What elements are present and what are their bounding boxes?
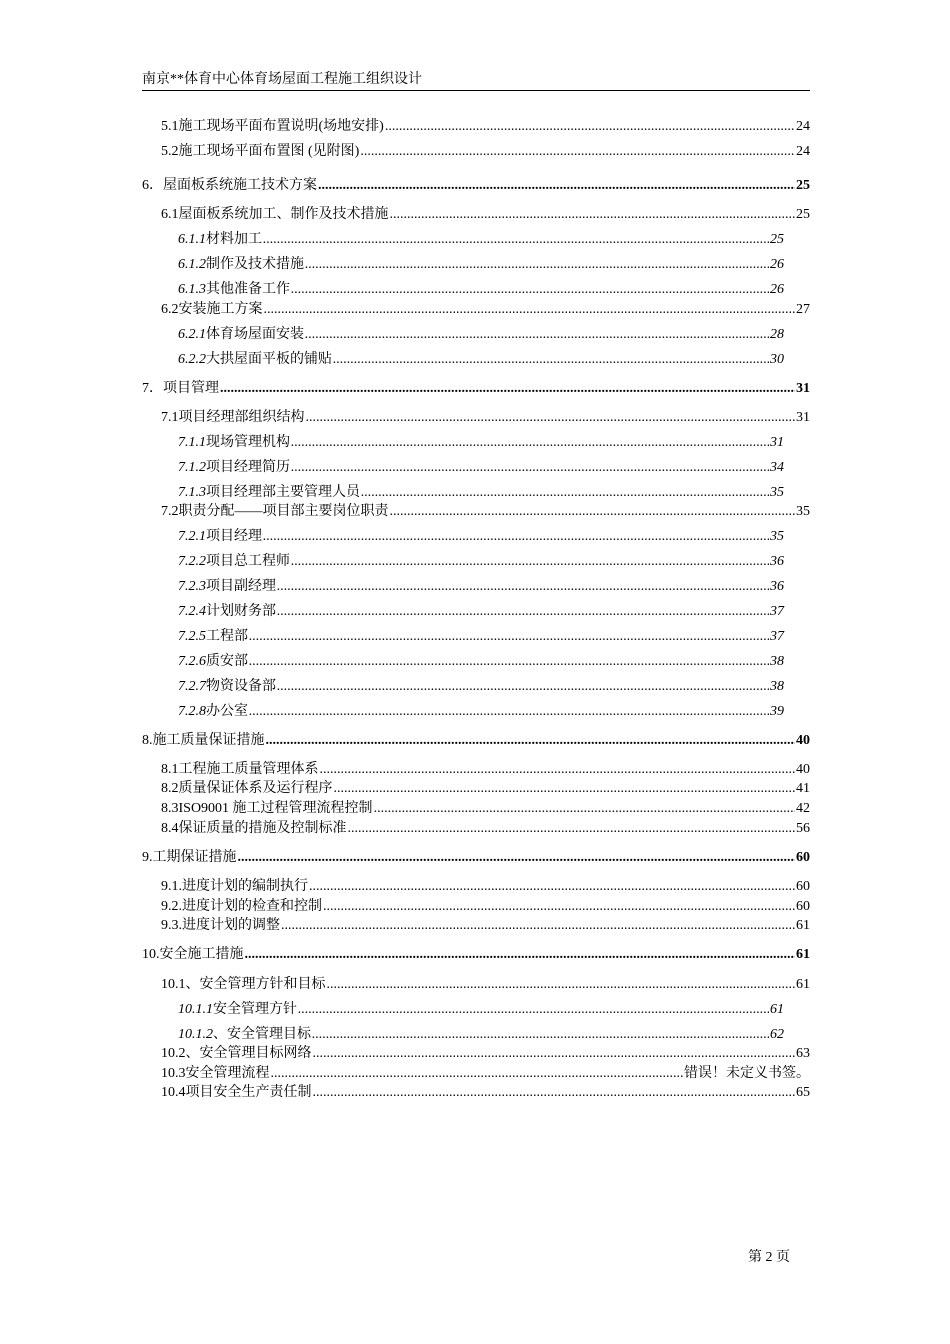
toc-entry[interactable] xyxy=(161,800,810,818)
toc-entry[interactable] xyxy=(161,1045,810,1063)
toc-entry-number: 9.3. xyxy=(161,918,182,933)
toc-entry-number: 6． xyxy=(142,178,163,193)
toc-entry-title: 项目经理部主要管理人员 xyxy=(206,485,360,500)
toc-dot-leader xyxy=(318,177,795,195)
toc-entry-page: 31 xyxy=(796,381,810,396)
toc-entry-page: 35 xyxy=(796,504,810,519)
toc-entry-number: 9.1. xyxy=(161,879,182,894)
toc-dot-leader xyxy=(266,732,796,750)
toc-entry[interactable] xyxy=(178,484,784,502)
toc-entry-title: 计划财务部 xyxy=(206,604,276,619)
toc-dot-leader xyxy=(360,143,795,161)
toc-entry-title: 屋面板系统施工技术方案 xyxy=(163,178,317,193)
toc-entry-number: 7.2.7 xyxy=(178,679,206,694)
toc-dot-leader xyxy=(305,256,769,274)
toc-entry[interactable] xyxy=(178,578,784,596)
toc-entry-number: 10.1.1 xyxy=(178,1002,213,1017)
toc-dot-leader xyxy=(320,761,796,779)
toc-entry-number: 10.1 xyxy=(161,977,186,992)
toc-entry[interactable] xyxy=(161,898,810,916)
toc-entry[interactable] xyxy=(178,434,784,452)
toc-dot-leader xyxy=(277,678,769,696)
toc-entry-title: 安全管理方针 xyxy=(213,1002,297,1017)
toc-dot-leader xyxy=(309,878,795,896)
toc-entry-title: 物资设备部 xyxy=(206,679,276,694)
toc-entry-page: 34 xyxy=(770,460,784,475)
toc-entry-page: 56 xyxy=(796,821,810,836)
toc-entry[interactable] xyxy=(161,1084,810,1102)
toc-entry[interactable] xyxy=(142,177,810,195)
toc-dot-leader xyxy=(291,281,769,299)
toc-entry[interactable] xyxy=(178,281,784,299)
toc-dot-leader xyxy=(348,820,796,838)
toc-dot-leader xyxy=(374,800,795,818)
toc-entry-page: 35 xyxy=(770,485,784,500)
toc-entry-page: 60 xyxy=(796,899,810,914)
toc-dot-leader xyxy=(291,434,769,452)
toc-entry[interactable] xyxy=(178,528,784,546)
toc-entry-title: 工期保证措施 xyxy=(152,850,237,865)
toc-entry-page: 25 xyxy=(796,207,810,222)
toc-dot-leader xyxy=(323,898,795,916)
toc-entry-page: 42 xyxy=(796,801,810,816)
toc-entry-page: 31 xyxy=(770,435,784,450)
toc-entry-page: 38 xyxy=(770,654,784,669)
toc-entry-title: 工程部 xyxy=(206,629,248,644)
toc-entry-page: 30 xyxy=(770,352,784,367)
toc-entry-page: 39 xyxy=(770,704,784,719)
toc-dot-leader xyxy=(313,1084,796,1102)
toc-entry-number: 7.1.3 xyxy=(178,485,206,500)
toc-entry-page: 24 xyxy=(796,119,810,134)
toc-dot-leader xyxy=(334,780,796,798)
toc-entry-title: 施工现场平面布置说明(场地安排) xyxy=(178,119,384,134)
toc-entry[interactable] xyxy=(161,917,810,935)
toc-dot-leader xyxy=(263,528,769,546)
toc-entry-title: 屋面板系统加工、制作及技术措施 xyxy=(178,207,389,222)
toc-entry-number: 7.2.6 xyxy=(178,654,206,669)
toc-entry-title: 、安全管理目标 xyxy=(213,1027,311,1042)
toc-dot-leader xyxy=(390,503,796,521)
toc-entry[interactable] xyxy=(142,732,810,750)
toc-entry-page: 35 xyxy=(770,529,784,544)
toc-dot-leader xyxy=(249,703,769,721)
toc-entry-number: 10.2 xyxy=(161,1046,186,1061)
toc-entry-number: 7.2.4 xyxy=(178,604,206,619)
toc-entry-title: 工程施工质量管理体系 xyxy=(178,762,319,777)
toc-entry-page: 25 xyxy=(796,178,810,193)
toc-entry-page: 错误！未定义书签。 xyxy=(684,1066,810,1081)
toc-entry[interactable] xyxy=(178,326,784,344)
toc-entry-number: 7.2.1 xyxy=(178,529,206,544)
page-header: 南京**体育中心体育场屋面工程施工组织设计 xyxy=(142,72,422,87)
toc-entry-title: 项目经理简历 xyxy=(206,460,290,475)
toc-entry[interactable] xyxy=(178,603,784,621)
toc-entry-title: 质安部 xyxy=(206,654,248,669)
toc-entry[interactable] xyxy=(178,1026,784,1044)
toc-entry-number: 6.2.2 xyxy=(178,352,206,367)
toc-entry-page: 61 xyxy=(796,947,810,962)
toc-entry-page: 36 xyxy=(770,579,784,594)
toc-entry-number: 7.2.8 xyxy=(178,704,206,719)
toc-entry-number: 10.3 xyxy=(161,1066,186,1081)
toc-entry-page: 31 xyxy=(796,410,810,425)
toc-entry[interactable] xyxy=(178,231,784,249)
toc-entry-number: 10. xyxy=(142,947,160,962)
toc-entry-title: 质量保证体系及运行程序 xyxy=(178,781,333,796)
toc-entry-page: 38 xyxy=(770,679,784,694)
toc-entry-number: 8.1 xyxy=(161,762,179,777)
toc-dot-leader xyxy=(291,553,769,571)
toc-entry-title: 进度计划的调整 xyxy=(182,918,280,933)
toc-entry-number: 7． xyxy=(142,381,163,396)
toc-entry-title: 制作及技术措施 xyxy=(206,257,304,272)
toc-dot-leader xyxy=(312,1026,769,1044)
toc-entry-title: 施工质量保证措施 xyxy=(152,733,265,748)
toc-dot-leader xyxy=(264,301,796,319)
toc-dot-leader xyxy=(306,409,796,427)
toc-entry[interactable] xyxy=(161,820,810,838)
toc-entry-title: 项目经理部组织结构 xyxy=(178,410,305,425)
toc-entry-number: 6.2 xyxy=(161,302,179,317)
toc-entry[interactable] xyxy=(178,628,784,646)
toc-entry[interactable] xyxy=(142,849,810,867)
toc-entry-title: 项目总工程师 xyxy=(206,554,290,569)
toc-dot-leader xyxy=(277,578,769,596)
toc-entry-number: 7.1.1 xyxy=(178,435,206,450)
toc-dot-leader xyxy=(249,653,769,671)
toc-dot-leader xyxy=(220,380,795,398)
toc-entry-title: 、安全管理方针和目标 xyxy=(185,977,326,992)
toc-entry-page: 65 xyxy=(796,1085,810,1100)
toc-dot-leader xyxy=(327,976,796,994)
toc-entry-page: 62 xyxy=(770,1027,784,1042)
toc-entry-page: 28 xyxy=(770,327,784,342)
toc-entry-number: 6.1.3 xyxy=(178,282,206,297)
toc-entry-page: 27 xyxy=(796,302,810,317)
toc-entry-number: 7.1 xyxy=(161,410,179,425)
toc-entry-page: 25 xyxy=(770,232,784,247)
toc-entry-number: 7.2.2 xyxy=(178,554,206,569)
toc-entry-title: 现场管理机构 xyxy=(206,435,290,450)
toc-entry-title: 体育场屋面安装 xyxy=(206,327,304,342)
toc-entry[interactable] xyxy=(161,503,810,521)
toc-entry-title: 其他准备工作 xyxy=(206,282,290,297)
toc-dot-leader xyxy=(385,118,795,136)
toc-dot-leader xyxy=(291,459,769,477)
toc-entry-number: 7.2.3 xyxy=(178,579,206,594)
toc-entry-number: 9.2. xyxy=(161,899,182,914)
toc-entry-number: 9. xyxy=(142,850,153,865)
toc-dot-leader xyxy=(305,326,769,344)
toc-dot-leader xyxy=(298,1001,769,1019)
toc-dot-leader xyxy=(245,946,796,964)
toc-entry[interactable] xyxy=(178,653,784,671)
toc-entry-title: 项目经理 xyxy=(206,529,262,544)
toc-entry[interactable] xyxy=(142,380,810,398)
toc-entry[interactable] xyxy=(142,946,810,964)
toc-dot-leader xyxy=(249,628,769,646)
toc-entry[interactable] xyxy=(161,143,810,161)
toc-entry[interactable] xyxy=(161,878,810,896)
toc-entry[interactable] xyxy=(178,256,784,274)
toc-dot-leader xyxy=(277,603,769,621)
toc-entry-page: 37 xyxy=(770,604,784,619)
toc-entry[interactable] xyxy=(161,780,810,798)
toc-entry-number: 7.2.5 xyxy=(178,629,206,644)
toc-entry[interactable] xyxy=(161,1065,810,1083)
toc-entry-title: 保证质量的措施及控制标准 xyxy=(178,821,347,836)
toc-entry-number: 8.4 xyxy=(161,821,179,836)
toc-entry-number: 6.1.1 xyxy=(178,232,206,247)
toc-entry-number: 5.1 xyxy=(161,119,179,134)
toc-entry[interactable] xyxy=(178,703,784,721)
toc-entry-page: 61 xyxy=(796,918,810,933)
toc-entry-title: 进度计划的编制执行 xyxy=(182,879,308,894)
toc-entry-title: 职责分配——项目部主要岗位职责 xyxy=(178,504,389,519)
toc-entry-page: 24 xyxy=(796,144,810,159)
toc-entry-number: 8.3 xyxy=(161,801,179,816)
toc-entry[interactable] xyxy=(178,351,784,369)
toc-entry-title: 项目副经理 xyxy=(206,579,276,594)
toc-entry-page: 61 xyxy=(796,977,810,992)
toc-entry[interactable] xyxy=(161,976,810,994)
toc-entry-page: 61 xyxy=(770,1002,784,1017)
toc-dot-leader xyxy=(390,206,796,224)
toc-entry-number: 7.2 xyxy=(161,504,179,519)
toc-dot-leader xyxy=(333,351,769,369)
toc-entry-page: 40 xyxy=(796,762,810,777)
toc-entry-number: 8. xyxy=(142,733,153,748)
header-rule xyxy=(142,90,810,91)
toc-entry-number: 5.2 xyxy=(161,144,179,159)
toc-entry[interactable] xyxy=(178,459,784,477)
toc-entry[interactable] xyxy=(178,678,784,696)
toc-entry-title: 进度计划的检查和控制 xyxy=(182,899,322,914)
toc-dot-leader xyxy=(263,231,769,249)
toc-entry-page: 60 xyxy=(796,850,810,865)
toc-entry[interactable] xyxy=(178,553,784,571)
toc-entry-title: 安全管理流程 xyxy=(185,1066,270,1081)
toc-entry-page: 36 xyxy=(770,554,784,569)
toc-dot-leader xyxy=(361,484,769,502)
toc-entry-number: 10.1.2 xyxy=(178,1027,213,1042)
toc-entry-number: 8.2 xyxy=(161,781,179,796)
toc-dot-leader xyxy=(281,917,795,935)
toc-entry-title: 、安全管理目标网络 xyxy=(185,1046,312,1061)
toc-dot-leader xyxy=(313,1045,796,1063)
toc-entry-page: 37 xyxy=(770,629,784,644)
toc-entry-page: 26 xyxy=(770,257,784,272)
page-number-footer: 第 2 页 xyxy=(748,1250,790,1265)
toc-entry-title: 安装施工方案 xyxy=(178,302,263,317)
toc-entry-number: 10.4 xyxy=(161,1085,186,1100)
toc-entry-page: 40 xyxy=(796,733,810,748)
toc-entry-title: 项目管理 xyxy=(163,381,219,396)
toc-entry-page: 26 xyxy=(770,282,784,297)
toc-entry-title: 大拱屋面平板的铺贴 xyxy=(206,352,332,367)
toc-entry[interactable] xyxy=(161,409,810,427)
toc-entry-number: 7.1.2 xyxy=(178,460,206,475)
toc-entry[interactable] xyxy=(161,206,810,224)
toc-entry[interactable] xyxy=(161,761,810,779)
toc-entry-page: 41 xyxy=(796,781,810,796)
toc-entry-title: 安全施工措施 xyxy=(159,947,244,962)
toc-entry-page: 63 xyxy=(796,1046,810,1061)
toc-entry-number: 6.2.1 xyxy=(178,327,206,342)
toc-entry-title: 材料加工 xyxy=(206,232,262,247)
toc-dot-leader xyxy=(238,849,796,867)
toc-entry-title: 办公室 xyxy=(206,704,248,719)
toc-entry[interactable] xyxy=(161,301,810,319)
toc-entry-title: 项目安全生产责任制 xyxy=(185,1085,312,1100)
toc-entry-title: ISO9001 施工过程管理流程控制 xyxy=(178,801,373,816)
toc-dot-leader xyxy=(271,1065,684,1083)
toc-entry-number: 6.1.2 xyxy=(178,257,206,272)
toc-entry[interactable] xyxy=(178,1001,784,1019)
toc-entry-title: 施工现场平面布置图 (见附图) xyxy=(178,144,360,159)
toc-entry-number: 6.1 xyxy=(161,207,179,222)
toc-entry-page: 60 xyxy=(796,879,810,894)
toc-entry[interactable] xyxy=(161,118,810,136)
